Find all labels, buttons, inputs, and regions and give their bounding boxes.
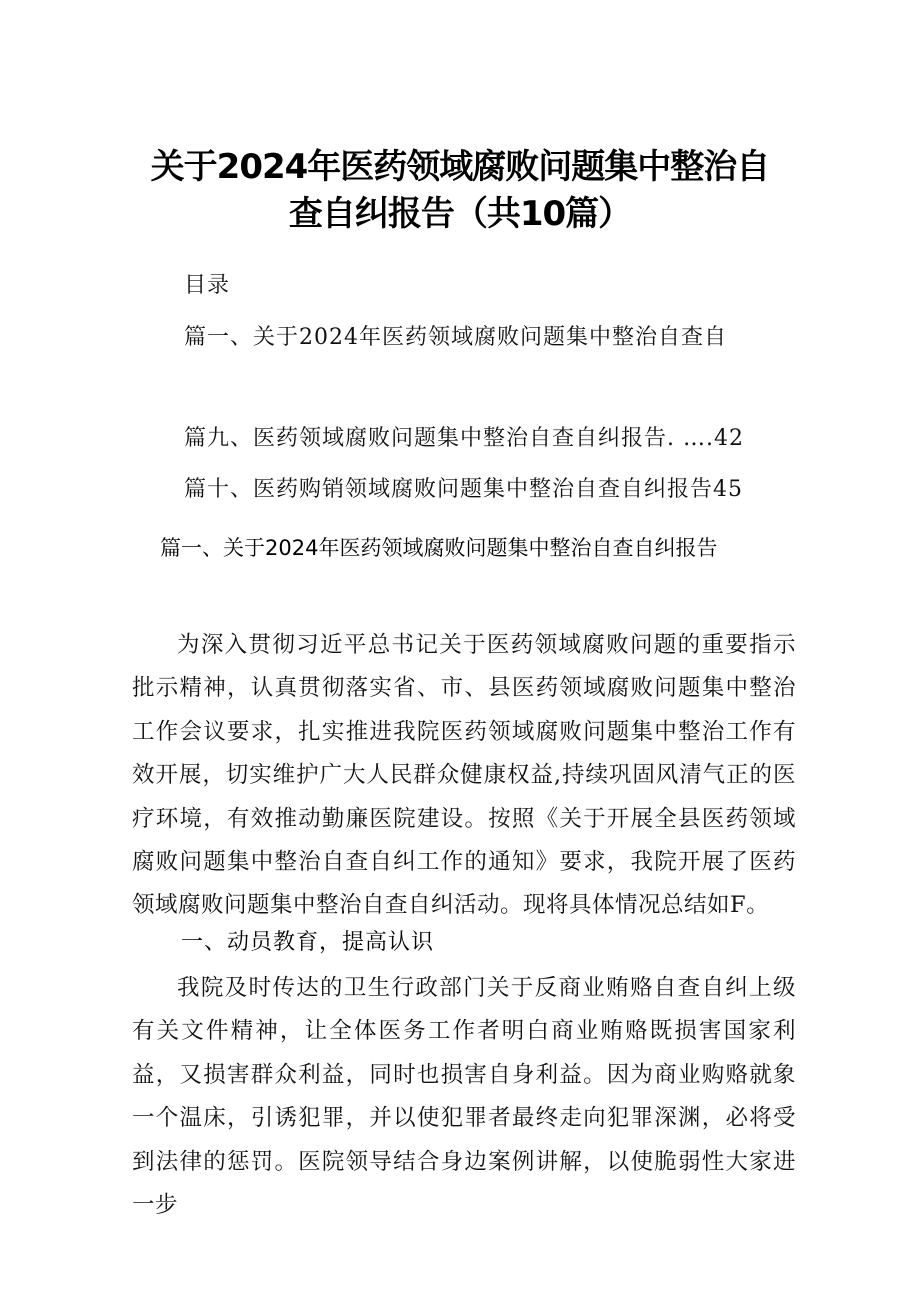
body-paragraph-2: 我院及时传达的卫生行政部门关于反商业贿赂自查自纠上级有关文件精神，让全体医务工作者明白商业贿赂既损害国家利益，又损害群众利益，同时也损害自身利益。因为商业购赂就象一个温床，引诱犯罪，并以使犯罪者最终走向犯罪深渊，必将受到法律的惩罚。医院领导结合身边案例讲解，以使脆弱性大家进一步: [132, 975, 796, 1219]
document-title-line-2: 查自纠报告（共10篇）: [288, 194, 632, 234]
document-title-line-1: 关于2024年医药领域腐败问题集中整治自: [150, 147, 770, 187]
toc-entry-10: 篇十、医药购销领域腐败问题集中整治自查自纠报告45: [184, 477, 743, 502]
subheading-1: 一、动员教育，提高认识: [181, 930, 435, 955]
section-heading: 篇一、关于2024年医药领域腐败问题集中整治自查自纠报告: [160, 536, 718, 560]
toc-entry-1: 篇一、关于2024年医药领域腐败问题集中整治自查自: [184, 325, 727, 350]
toc-entry-9: 篇九、医药领域腐败问题集中整治自查自纠报告. ….42: [184, 426, 744, 451]
toc-heading: 目录: [184, 273, 231, 298]
body-paragraph-1: 为深入贯彻习近平总书记关于医药领域腐败问题的重要指示批示精神，认真贯彻落实省、市、县医药领域腐败问题集中整治工作会议要求，扎实推进我院医药领域腐败问题集中整治工作有效开展，切实维护广大人民群众健康权益,持续巩固风清气正的医疗环境，有效推动勤廉医院建设。按照《关于开展全县医药领域腐败问题集中整治自查自纠工作的通知》要求，我院开展了医药领域腐败问题集中整治自查自纠活动。现将具体情况总结如F。: [132, 632, 796, 919]
